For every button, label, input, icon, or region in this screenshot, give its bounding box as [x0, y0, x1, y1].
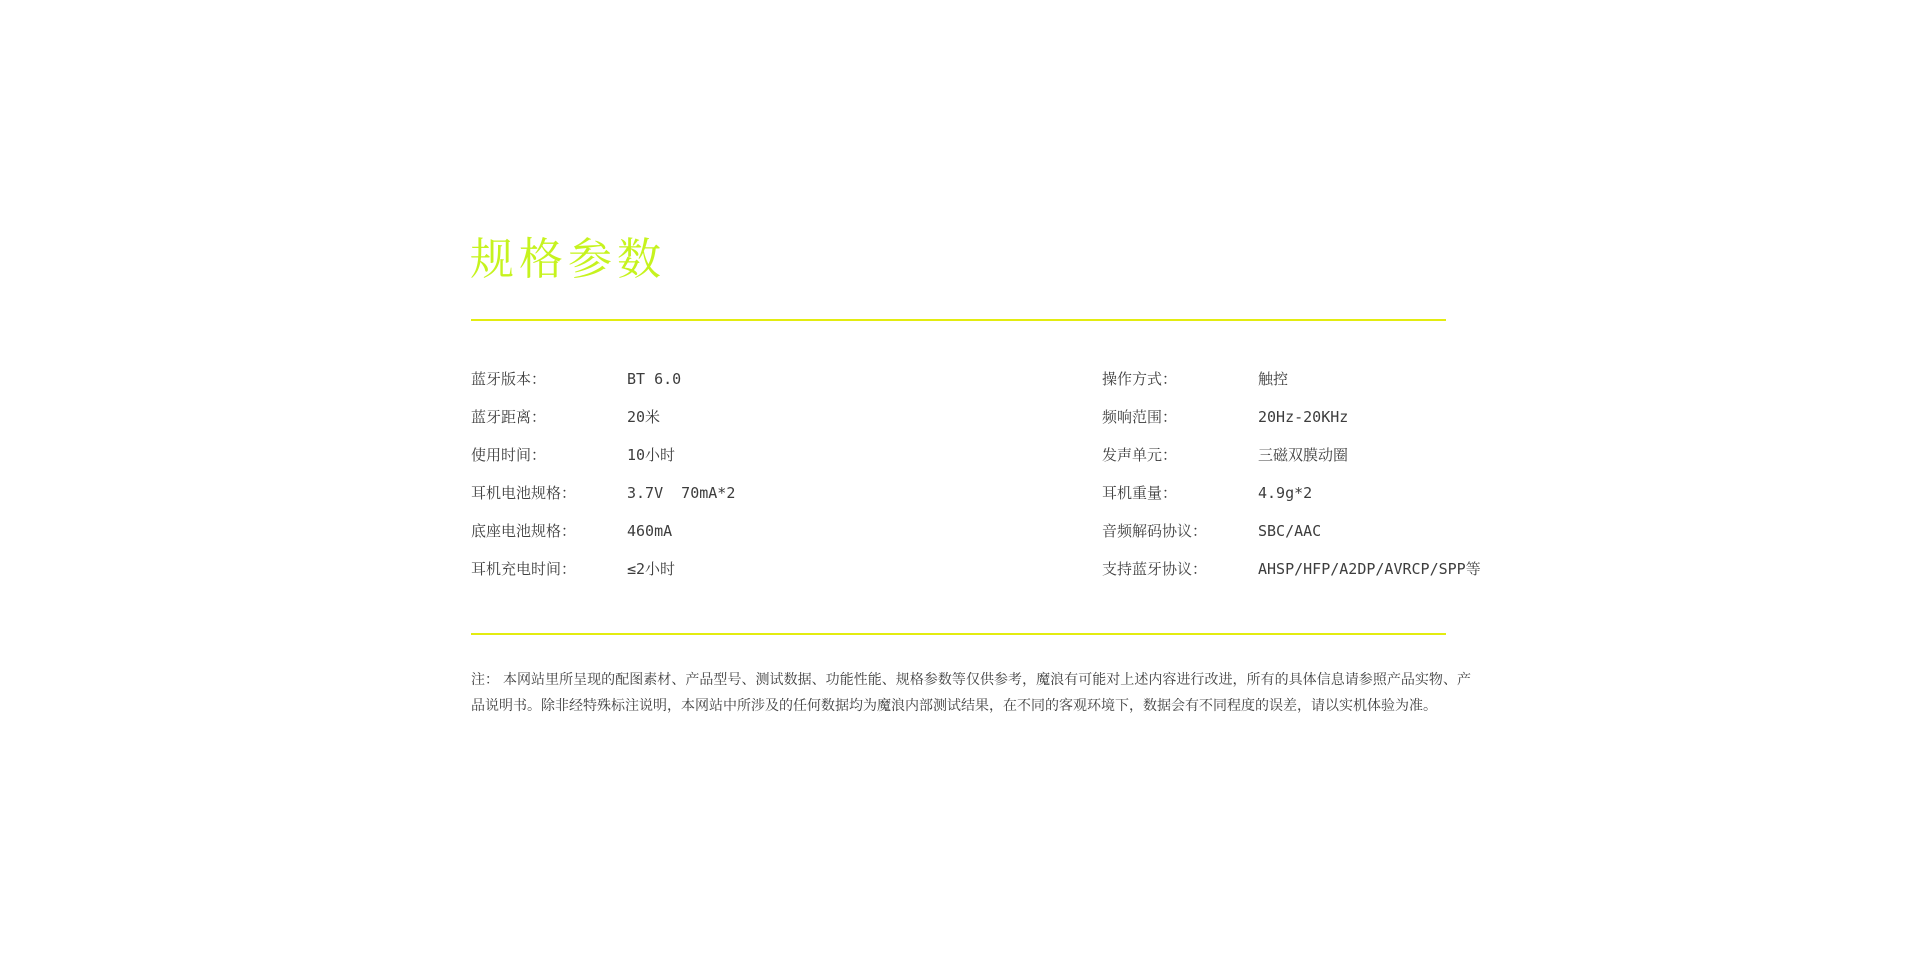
spec-value: 460mA [627, 522, 673, 540]
spec-label: 蓝牙版本： [471, 371, 547, 388]
section-title: 规格参数 [470, 235, 666, 284]
spec-row-charge-time [471, 561, 991, 577]
disclaimer-note: 注： 本网站里所呈现的配图素材、产品型号、测试数据、功能性能、规格参数等仅供参考，魔浪有可能对上述内容进行改进，所有的具体信息请参照产品实物、产品说明书。除非经特殊标注说明，本网站中所涉及的任何数据均为魔浪内部测试结果，在不同的客观环境下，数据会有不同程度的误差，请以实机体验为准。 [471, 671, 1471, 713]
spec-row-case-battery [471, 523, 991, 539]
spec-row-bluetooth-protocols [1102, 561, 1522, 577]
spec-value: 触控 [1258, 370, 1289, 388]
spec-row-audio-codec [1102, 523, 1522, 539]
spec-value: 10小时 [627, 446, 676, 464]
spec-value: SBC/AAC [1258, 522, 1322, 540]
spec-column-left [471, 371, 991, 599]
spec-label: 耳机电池规格： [471, 485, 577, 502]
divider-line-top [471, 319, 1446, 321]
spec-label: 支持蓝牙协议： [1102, 561, 1208, 578]
spec-row-usage-time [471, 447, 991, 463]
spec-value: 三磁双膜动圈 [1258, 446, 1349, 464]
spec-label: 频响范围： [1102, 409, 1178, 426]
spec-value: AHSP/HFP/A2DP/AVRCP/SPP等 [1258, 560, 1481, 578]
spec-value: 20米 [627, 408, 661, 426]
spec-row-driver-unit [1102, 447, 1522, 463]
spec-label: 底座电池规格： [471, 523, 577, 540]
spec-label: 耳机重量： [1102, 485, 1178, 502]
spec-label: 耳机充电时间： [471, 561, 577, 578]
spec-value: ≤2小时 [627, 560, 676, 578]
spec-column-right [1102, 371, 1522, 599]
spec-row-earbud-battery [471, 485, 991, 501]
spec-row-earbud-weight [1102, 485, 1522, 501]
spec-value: 20Hz-20KHz [1258, 408, 1349, 426]
spec-row-frequency-response [1102, 409, 1522, 425]
spec-row-control-method [1102, 371, 1522, 387]
spec-label: 发声单元： [1102, 447, 1178, 464]
spec-label: 使用时间： [471, 447, 547, 464]
spec-value: BT 6.0 [627, 370, 682, 388]
divider-line-bottom [471, 633, 1446, 635]
spec-row-bluetooth-version [471, 371, 991, 387]
spec-label: 操作方式： [1102, 371, 1178, 388]
spec-label: 蓝牙距离： [471, 409, 547, 426]
spec-row-bluetooth-range [471, 409, 991, 425]
spec-label: 音频解码协议： [1102, 523, 1208, 540]
spec-value: 4.9g*2 [1258, 484, 1313, 502]
spec-value: 3.7V 70mA*2 [627, 484, 736, 502]
